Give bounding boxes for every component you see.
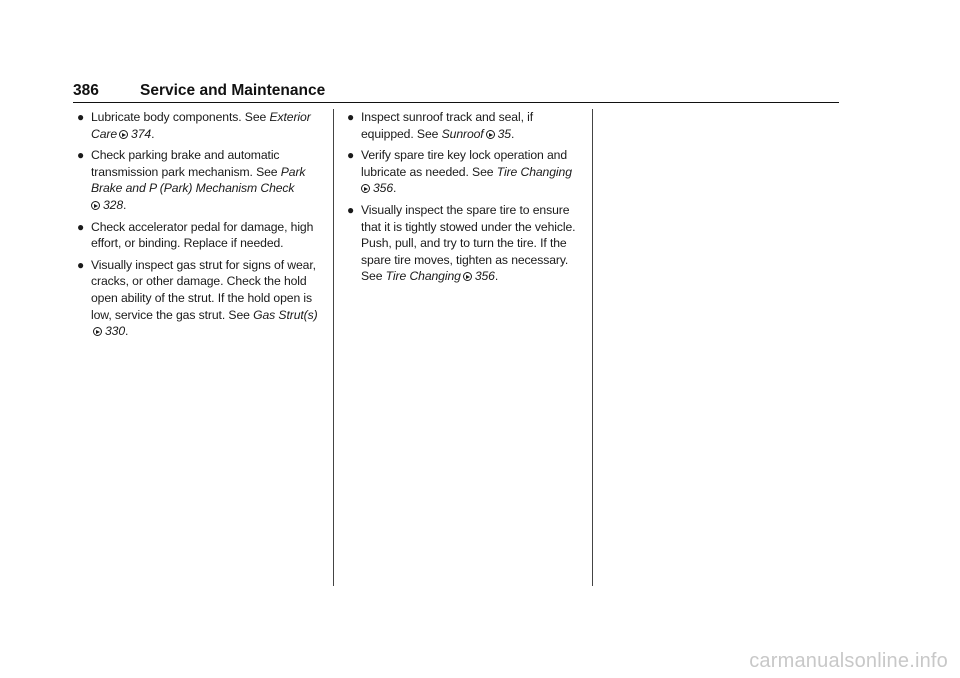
cross-reference-link[interactable]: Sunroof [441, 126, 484, 141]
list-item [76, 147, 322, 213]
page-reference-arrow-icon [119, 130, 128, 139]
watermark: carmanualsonline.info [749, 650, 948, 672]
page-reference[interactable]: 330 [105, 324, 126, 339]
list-item [346, 147, 582, 197]
page-reference[interactable]: 328 [103, 197, 124, 212]
item-text: Inspect sunroof track and seal, if equipped. See [361, 110, 534, 141]
item-text: Lubricate body components. See [91, 110, 270, 124]
punctuation: . [393, 181, 397, 196]
page-reference[interactable]: 356 [474, 269, 495, 284]
item-text: Check accelerator pedal for damage, high effort, or binding. Replace if needed. [91, 219, 314, 251]
cross-reference-link[interactable]: Gas Strut(s) [253, 307, 318, 322]
punctuation: . [123, 197, 127, 212]
page-reference-arrow-icon [91, 201, 100, 210]
bullet-icon: ● [347, 110, 355, 124]
list-item [346, 109, 582, 142]
cross-reference-link[interactable]: Exterior Care [91, 110, 311, 141]
list-item [76, 109, 322, 142]
bullet-icon: ● [347, 202, 355, 217]
page-header [73, 82, 839, 103]
column-divider [333, 109, 334, 586]
item-text: Check parking brake and automatic transmission park mechanism. See [91, 148, 281, 179]
page-reference[interactable]: 35 [497, 126, 511, 141]
page-reference-arrow-icon [463, 272, 472, 281]
column-middle [346, 109, 582, 290]
bullet-icon: ● [347, 148, 355, 163]
punctuation: . [494, 269, 499, 284]
page-reference[interactable]: 356 [373, 181, 394, 196]
list-item [76, 257, 322, 340]
item-text: Visually inspect the spare tire to ensure that it is tightly stowed under the vehicle. Push, pull, and try to turn the tire. If the spare tire moves, tighten as necessary. See [361, 202, 576, 284]
bullet-icon: ● [77, 219, 85, 234]
page-reference-arrow-icon [93, 327, 102, 336]
bullet-icon: ● [77, 110, 85, 124]
cross-reference-link[interactable]: Park Brake and P (Park) Mechanism Check [91, 164, 306, 196]
bullet-icon: ● [77, 257, 85, 272]
page-reference-arrow-icon [486, 130, 495, 139]
column-divider [592, 109, 593, 586]
list-item [346, 202, 582, 285]
punctuation: . [510, 126, 515, 141]
page-reference-arrow-icon [361, 184, 370, 193]
page-reference[interactable]: 374 [131, 126, 152, 141]
punctuation: . [151, 126, 155, 141]
punctuation: . [125, 324, 129, 339]
cross-reference-link[interactable]: Tire Changing [385, 269, 461, 284]
bullet-icon: ● [77, 148, 85, 163]
cross-reference-link[interactable]: Tire Changing [496, 164, 572, 179]
page-number: 386 [73, 82, 99, 99]
list-item [76, 219, 322, 252]
item-text: Visually inspect gas strut for signs of wear, cracks, or other damage. Check the hold open ability of the strut. If the hold open is low, service the gas strut. See [91, 257, 316, 322]
section-title: Service and Maintenance [140, 82, 326, 99]
column-left [76, 109, 322, 345]
item-text: Verify spare tire key lock operation and lubricate as needed. See [361, 148, 568, 179]
